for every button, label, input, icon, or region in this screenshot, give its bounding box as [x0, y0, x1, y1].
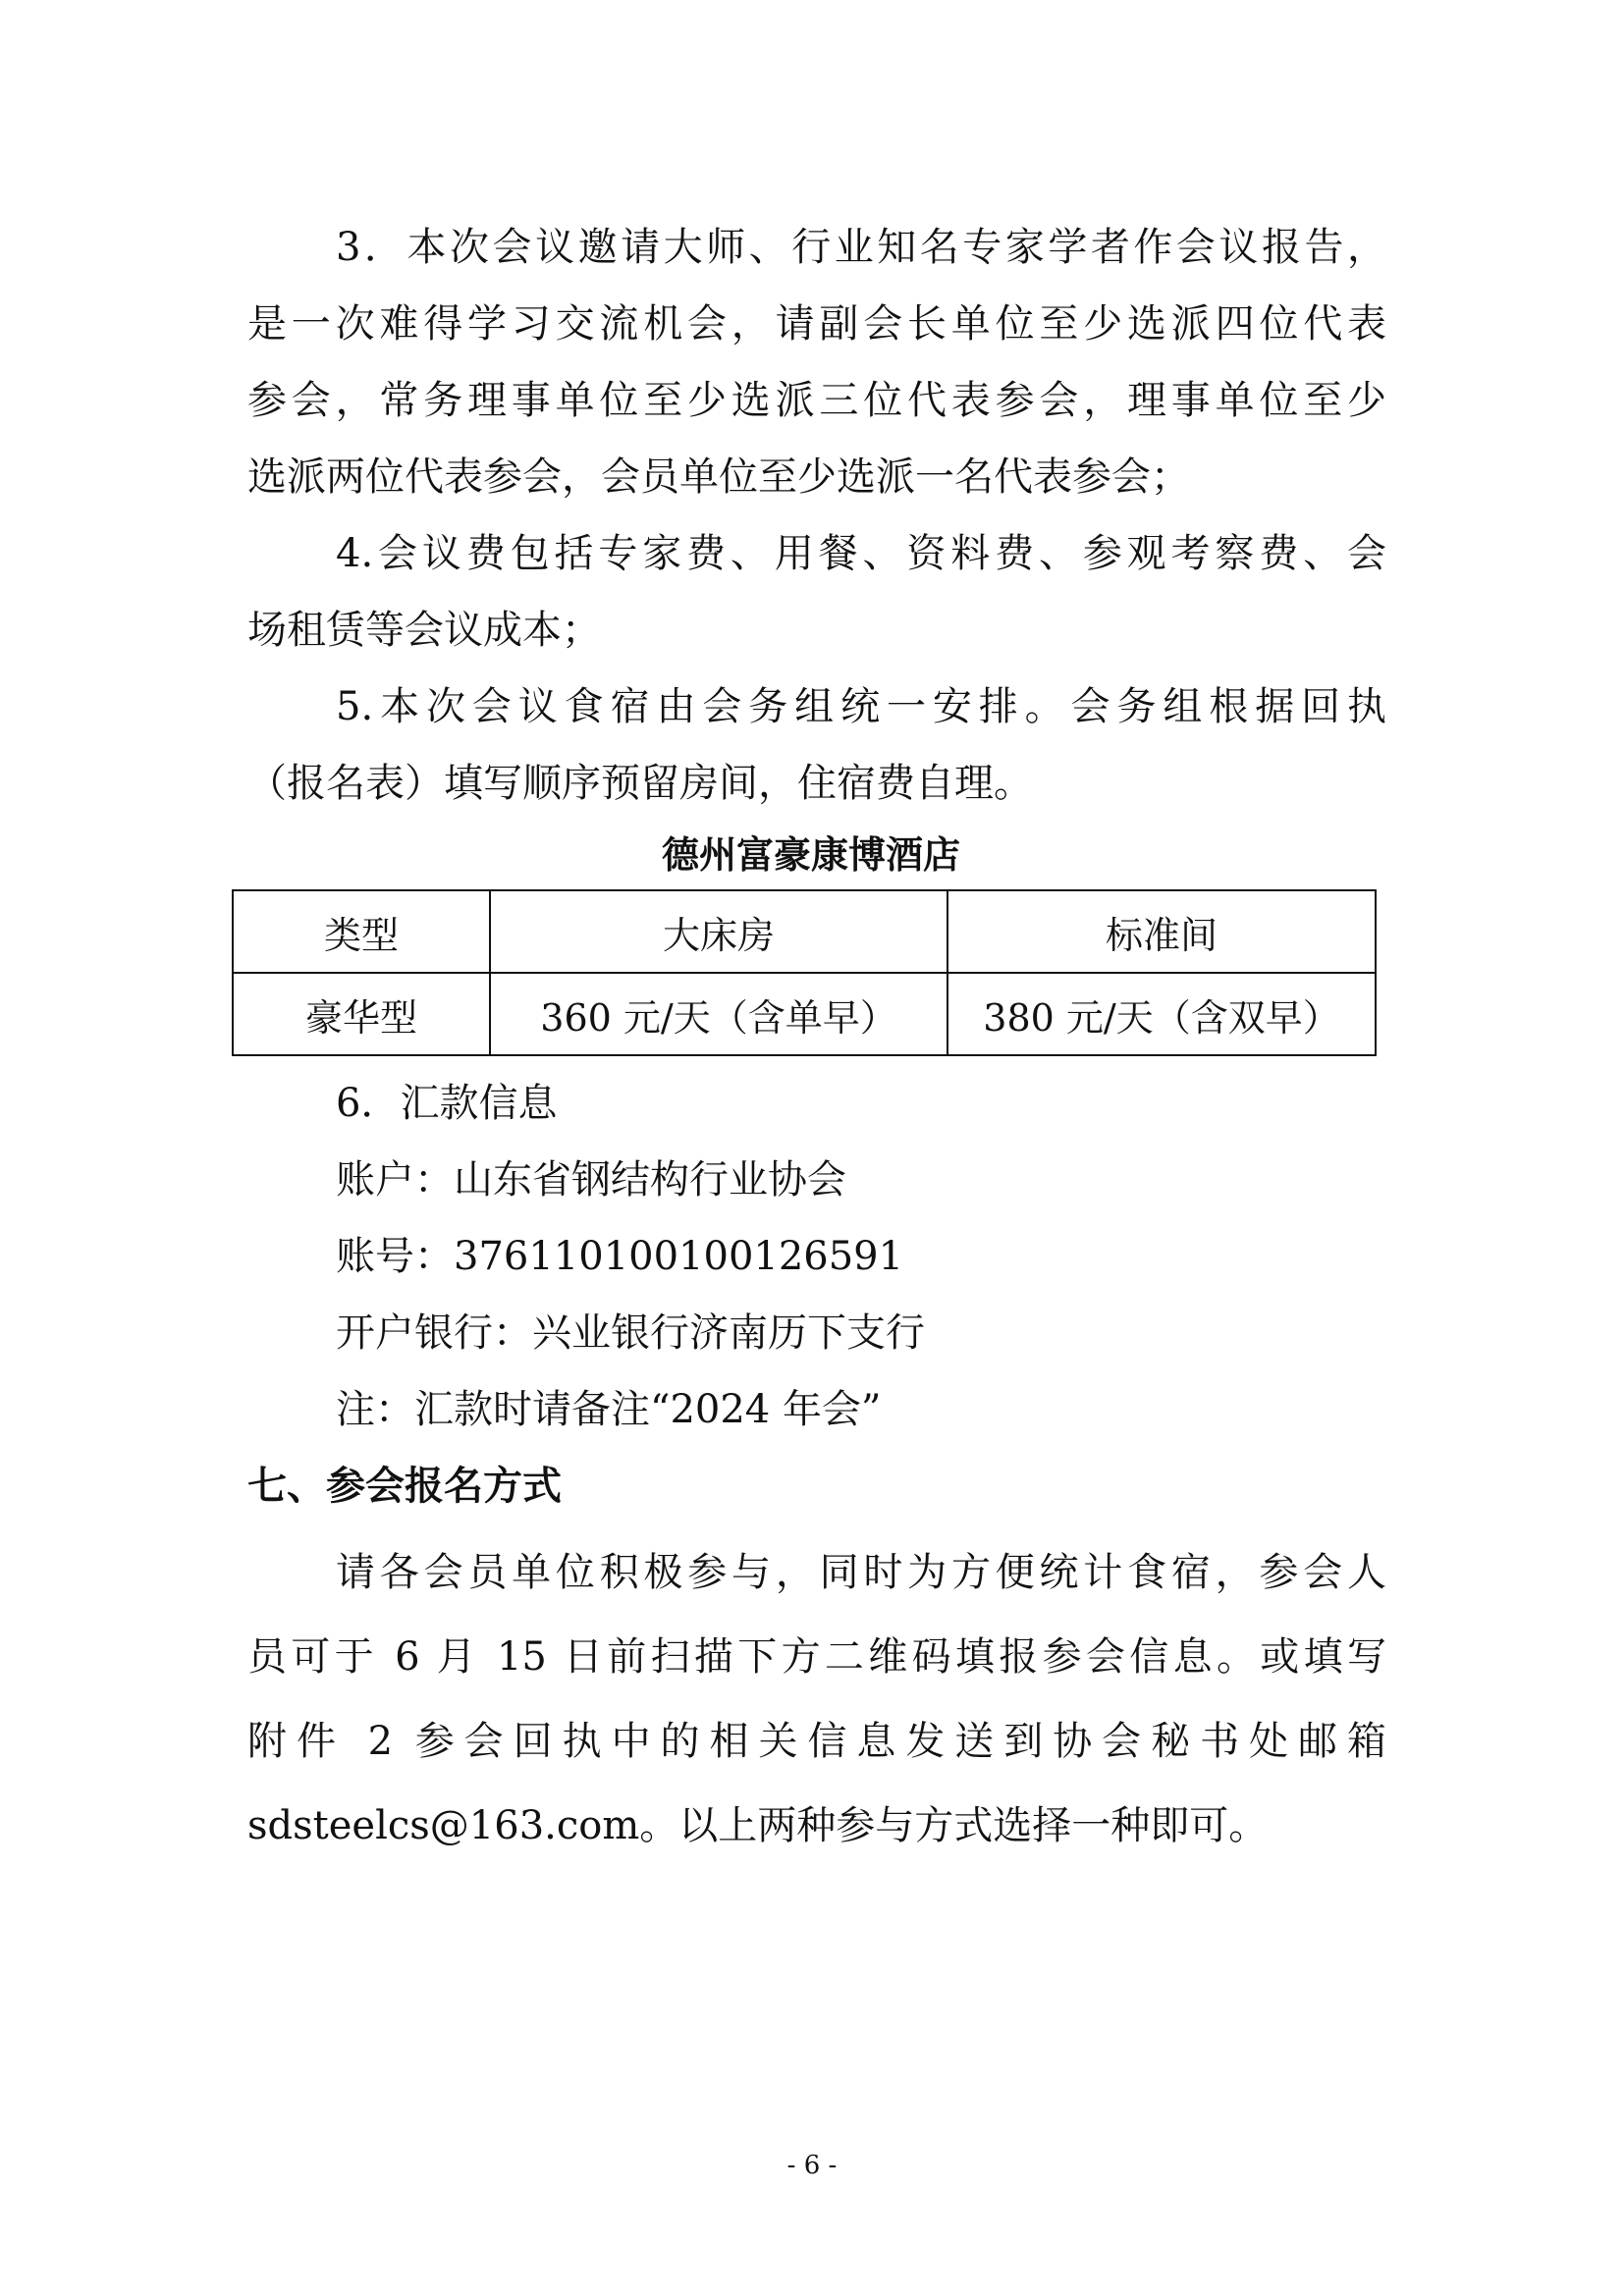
remittance-note: 注：汇款时请备注“2024 年会”	[336, 1387, 882, 1432]
cell-king-room-price: 360 元/天（含单早）	[490, 973, 947, 1055]
section7-line4: sdsteelcs@163.com。以上两种参与方式选择一种即可。	[247, 1803, 1269, 1848]
item3-line2: 是一次难得学习交流机会，请副会长单位至少选派四位代表	[247, 301, 1386, 347]
header-standard-room: 标准间	[947, 890, 1376, 973]
section7-line1: 请各会员单位积极参与，同时为方便统计食宿，参会人	[336, 1550, 1386, 1595]
item3-line3: 参会，常务理事单位至少选派三位代表参会，理事单位至少	[247, 378, 1386, 423]
section7-line3: 附件 2 参会回执中的相关信息发送到协会秘书处邮箱	[247, 1719, 1386, 1764]
cell-room-class: 豪华型	[233, 973, 490, 1055]
remittance-title: 6．汇款信息	[336, 1081, 558, 1126]
item5-line2: （报名表）填写顺序预留房间，住宿费自理。	[247, 761, 1033, 806]
item4-line2: 场租赁等会议成本；	[247, 608, 601, 653]
page-number: - 6 -	[786, 2151, 838, 2180]
remittance-account-name: 账户：山东省钢结构行业协会	[336, 1157, 846, 1202]
section7-line2: 员可于 6 月 15 日前扫描下方二维码填报参会信息。或填写	[247, 1634, 1386, 1680]
item3-line1: 3．本次会议邀请大师、行业知名专家学者作会议报告，	[336, 225, 1386, 270]
table-row	[233, 973, 1376, 1055]
section7-heading: 七、参会报名方式	[247, 1464, 562, 1509]
hotel-price-table	[232, 889, 1377, 1056]
header-king-room: 大床房	[490, 890, 947, 973]
remittance-account-number: 账号：376110100100126591	[336, 1234, 904, 1279]
remittance-bank: 开户银行：兴业银行济南历下支行	[336, 1310, 925, 1356]
item5-line1: 5.本次会议食宿由会务组统一安排。会务组根据回执	[336, 684, 1386, 729]
cell-standard-room-price: 380 元/天（含双早）	[947, 973, 1376, 1055]
header-type: 类型	[233, 890, 490, 973]
item3-line4: 选派两位代表参会，会员单位至少选派一名代表参会；	[247, 454, 1190, 500]
item4-line1: 4.会议费包括专家费、用餐、资料费、参观考察费、会	[336, 531, 1386, 576]
table-header-row	[233, 890, 1376, 973]
hotel-table-title: 德州富豪康博酒店	[661, 833, 960, 877]
